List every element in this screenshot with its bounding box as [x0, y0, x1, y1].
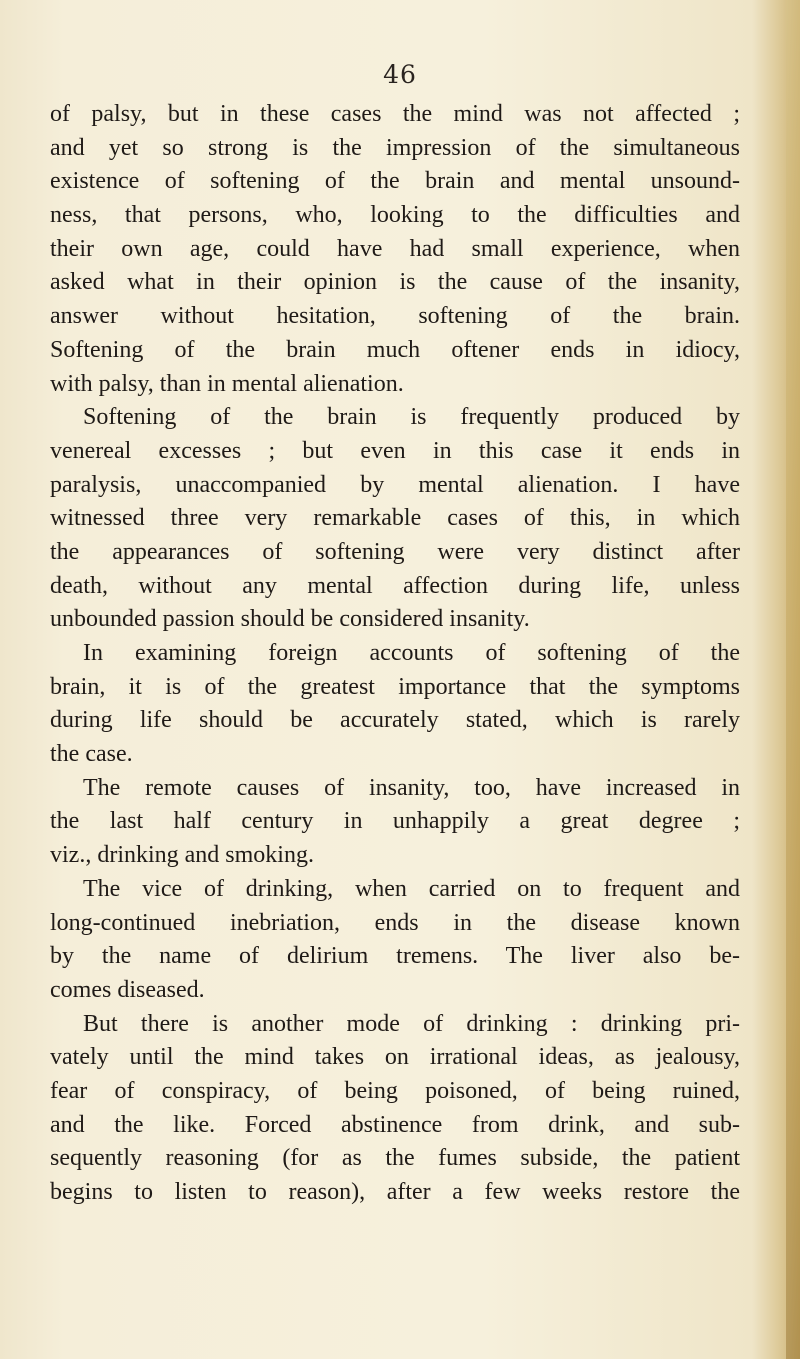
text-line: vately until the mind takes on irrational ideas, as jealousy,	[50, 1044, 740, 1071]
text-line: unbounded passion should be considered insanity.	[50, 606, 530, 633]
text-line: by the name of delirium tremens. The liver also be-	[50, 943, 740, 970]
text-line: Softening of the brain is frequently produced by	[83, 404, 740, 431]
text-line: death, without any mental affection during life, unless	[50, 572, 740, 599]
text-line: viz., drinking and smoking.	[50, 842, 314, 869]
text-line: Softening of the brain much oftener ends in idiocy,	[50, 336, 740, 363]
text-line: witnessed three very remarkable cases of this, in which	[50, 505, 740, 532]
text-line: sequently reasoning (for as the fumes subside, the patient	[50, 1145, 740, 1172]
body-text	[50, 98, 740, 1210]
text-line: The vice of drinking, when carried on to frequent and	[83, 875, 740, 902]
text-line: The remote causes of insanity, too, have increased in	[83, 774, 740, 801]
text-line: In examining foreign accounts of softening of the	[83, 640, 740, 666]
text-line: ness, that persons, who, looking to the difficulties and	[50, 202, 740, 229]
page-edge-stain	[786, 0, 800, 1359]
page-number: 46	[383, 60, 417, 89]
text-line: and the like. Forced abstinence from drink, and sub-	[50, 1111, 740, 1138]
text-line: long-continued inebriation, ends in the disease known	[50, 909, 740, 936]
text-line: and yet so strong is the impression of the simultaneous	[50, 134, 740, 161]
text-line: venereal excesses ; but even in this case it ends in	[50, 437, 740, 464]
text-line: the appearances of softening were very distinct after	[50, 538, 740, 565]
text-line: the case.	[50, 741, 133, 768]
text-line: brain, it is of the greatest importance that the symptoms	[50, 673, 740, 700]
text-line: with palsy, than in mental alienation.	[50, 370, 404, 397]
text-line: the last half century in unhappily a great degree ;	[50, 808, 740, 835]
text-line: during life should be accurately stated, which is rarely	[50, 707, 740, 734]
text-line: existence of softening of the brain and mental unsound-	[50, 168, 740, 195]
text-line: paralysis, unaccompanied by mental alienation. I have	[50, 471, 740, 498]
text-line: But there is another mode of drinking : drinking pri-	[83, 1010, 740, 1037]
text-line: fear of conspiracy, of being poisoned, of being ruined,	[50, 1077, 740, 1104]
text-line: begins to listen to reason), after a few weeks restore the	[50, 1179, 740, 1205]
text-line: of palsy, but in these cases the mind was not affected ;	[50, 101, 740, 127]
text-line: asked what in their opinion is the cause of the insanity,	[50, 269, 740, 296]
text-line: comes diseased.	[50, 976, 205, 1003]
text-line: answer without hesitation, softening of the brain.	[50, 303, 740, 330]
text-line: their own age, could have had small experience, when	[50, 235, 740, 262]
